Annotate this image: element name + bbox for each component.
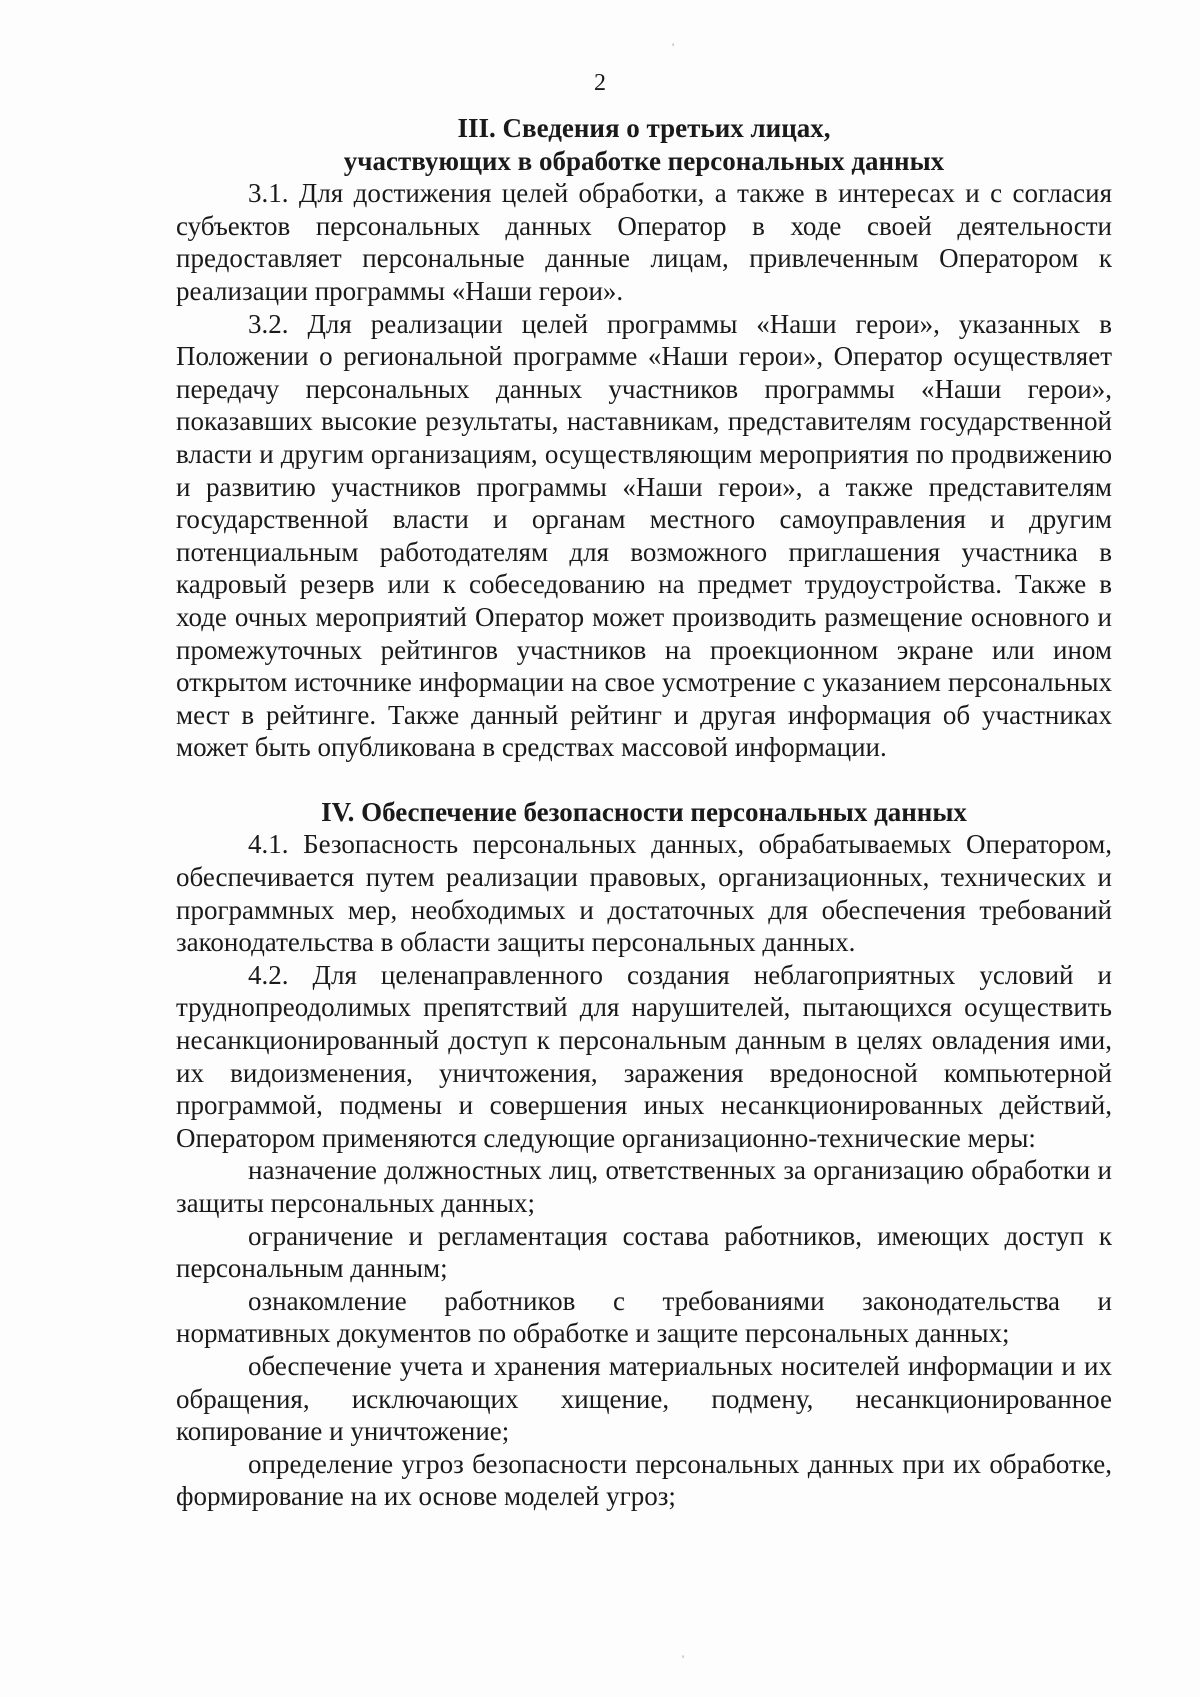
section-3-heading-line-1: III. Сведения о третьих лицах, (457, 113, 831, 143)
section-4-heading: IV. Обеспечение безопасности персональных данных (321, 796, 967, 827)
list-item-threat-model: определение угроз безопасности персональных данных при их обработке, формирование на их основе моделей угроз; (176, 1448, 1112, 1512)
paragraph-4-2: 4.2. Для целенаправленного создания неблагоприятных условий и труднопреодолимых препятствий для нарушителей, пытающихся осуществить несанкционированный доступ к персональным данным в целях овладения ими, их видоизменения, уничтожения, заражения вредоносной компьютерной программой, подмены и совершения иных несанкционированных действий, Оператором применяются следующие организационно-технические меры: (176, 959, 1112, 1153)
section-3-heading-line-2: участвующих в обработке персональных данных (343, 145, 945, 176)
scan-mark-top: ' (672, 40, 675, 54)
scan-mark-bottom: ' (682, 1652, 685, 1666)
list-item-employee-training: ознакомление работников с требованиями законодательства и нормативных документов по обработке и защите персональных данных; (176, 1285, 1112, 1349)
section-4 (176, 796, 1112, 1513)
list-item-responsible-persons: назначение должностных лиц, ответственных за организацию обработки и защиты персональных данных; (176, 1155, 1112, 1218)
paragraph-4-1: 4.1. Безопасность персональных данных, обрабатываемых Оператором, обеспечивается путем реализации правовых, организационных, технических и программных мер, необходимых и достаточных для обеспечения требований законодательства в области защиты персональных данных. (176, 829, 1112, 958)
list-item-media-accounting: обеспечение учета и хранения материальных носителей информации и их обращения, исключающих хищение, подмену, несанкционированное копирование и уничтожение; (176, 1350, 1112, 1447)
paragraph-3-1: 3.1. Для достижения целей обработки, а также в интересах и с согласия субъектов персональных данных Оператор в ходе своей деятельности предоставляет персональные данные лицам, привлеченным Оператором к реализации программы «Наши герои». (176, 178, 1112, 306)
section-3 (176, 112, 1112, 764)
list-item-access-restriction: ограничение и регламентация состава работников, имеющих доступ к персональным данным; (176, 1220, 1112, 1284)
paragraph-3-2: 3.2. Для реализации целей программы «Наши герои», указанных в Положении о региональной программе «Наши герои», Оператор осуществляет передачу персональных данных участников программы «Наши герои», показавших высокие результаты, наставникам, представителям государственной власти и другим организациям, осуществляющим мероприятия по продвижению и развитию участников программы «Наши герои», а также представителям государственной власти и органам местного самоуправления и другим потенциальным работодателям для возможного приглашения участника в кадровый резерв или к собеседованию на предмет трудоустройства. Также в ходе очных мероприятий Оператор может производить размещение основного и промежуточных рейтингов участников на проекционном экране или ином открытом источнике информации на свое усмотрение с указанием персональных мест в рейтинге. Также данный рейтинг и другая информация об участниках может быть опубликована в средствах массовой информации. (176, 308, 1112, 763)
document-body (176, 112, 1112, 1513)
page-number: 2 (594, 70, 606, 96)
